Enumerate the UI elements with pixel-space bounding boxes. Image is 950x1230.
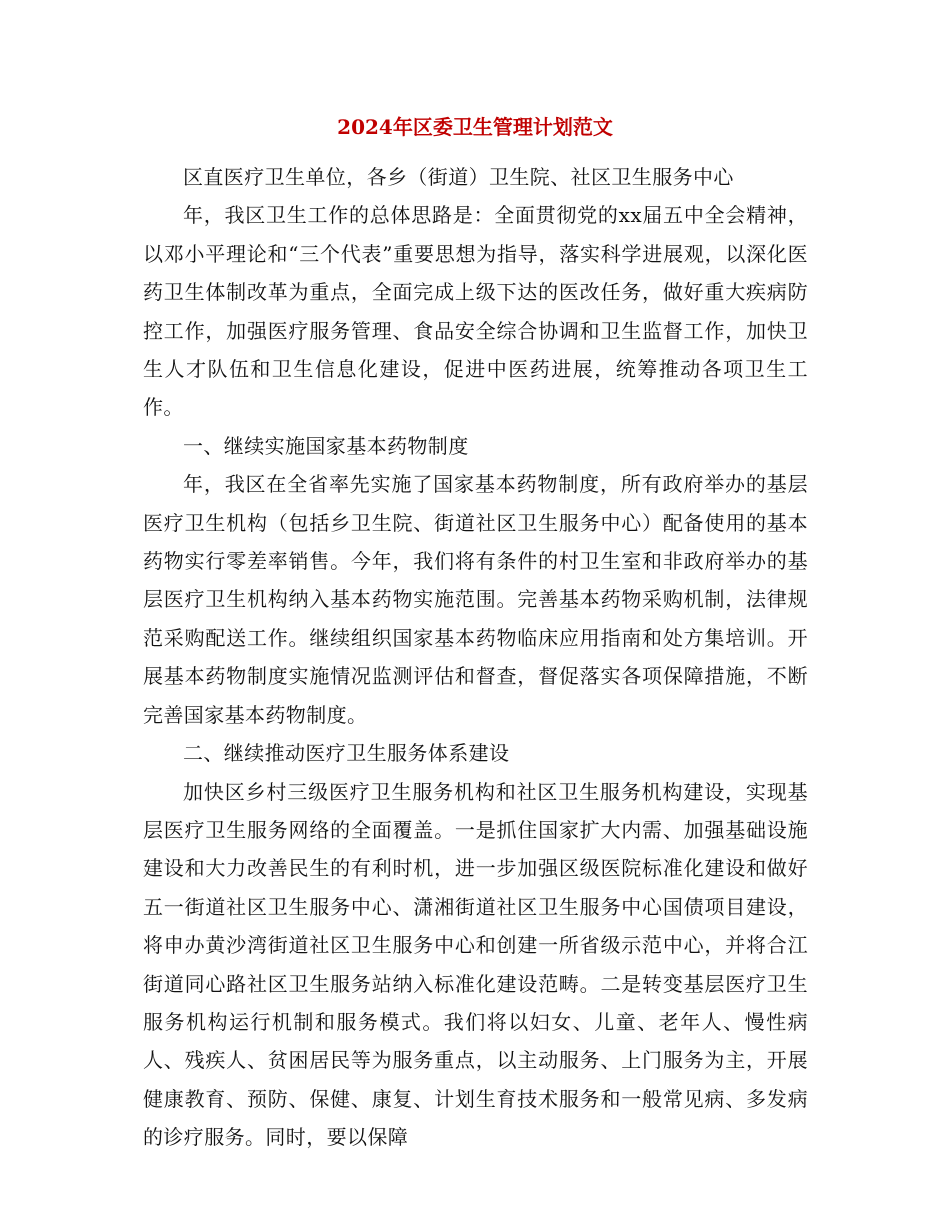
paragraph-section-2: 加快区乡村三级医疗卫生服务机构和社区卫生服务机构建设，实现基层医疗卫生服务网络的全面覆盖。一是抓住国家扩大内需、加强基础设施建设和大力改善民生的有利时机，进一步加强区级医院标准化建设和做好五一街道社区卫生服务中心、潇湘街道社区卫生服务中心国债项目建设，将申办黄沙湾街道社区卫生服务中心和创建一所省级示范中心，并将合江街道同心路社区卫生服务站纳入标准化建设范畴。二是转变基层医疗卫生服务机构运行机制和服务模式。我们将以妇女、儿童、老年人、慢性病人、残疾人、贫困居民等为服务重点，以主动服务、上门服务为主，开展健康教育、预防、保健、康复、计划生育技术服务和一般常见病、多发病的诊疗服务。同时，要以保障 xyxy=(143,779,808,1150)
section-heading-2: 二、继续推动医疗卫生服务体系建设 xyxy=(183,741,510,766)
paragraph-section-1: 年，我区在全省率先实施了国家基本药物制度，所有政府举办的基层医疗卫生机构（包括乡卫生院、街道社区卫生服务中心）配备使用的基本药物实行零差率销售。今年，我们将有条件的村卫生室和非政府举办的基层医疗卫生机构纳入基本药物实施范围。完善基本药物采购机制，法律规范采购配送工作。继续组织国家基本药物临床应用指南和处方集培训。开展基本药物制度实施情况监测评估和督查，督促落实各项保障措施，不断完善国家基本药物制度。 xyxy=(143,472,808,727)
paragraph-overview: 年，我区卫生工作的总体思路是：全面贯彻党的xx届五中全会精神，以邓小平理论和“三个代表”重要思想为指导，落实科学进展观，以深化医药卫生体制改革为重点，全面完成上级下达的医改任务，做好重大疾病防控工作，加强医疗服务管理、食品安全综合协调和卫生监督工作，加快卫生人才队伍和卫生信息化建设，促进中医药进展，统筹推动各项卫生工作。 xyxy=(143,203,808,420)
paragraph-recipients: 区直医疗卫生单位，各乡（街道）卫生院、社区卫生服务中心 xyxy=(183,165,734,189)
section-heading-1: 一、继续实施国家基本药物制度 xyxy=(183,433,469,458)
document-title: 2024年区委卫生管理计划范文 xyxy=(337,115,613,139)
document-body xyxy=(143,158,808,1157)
